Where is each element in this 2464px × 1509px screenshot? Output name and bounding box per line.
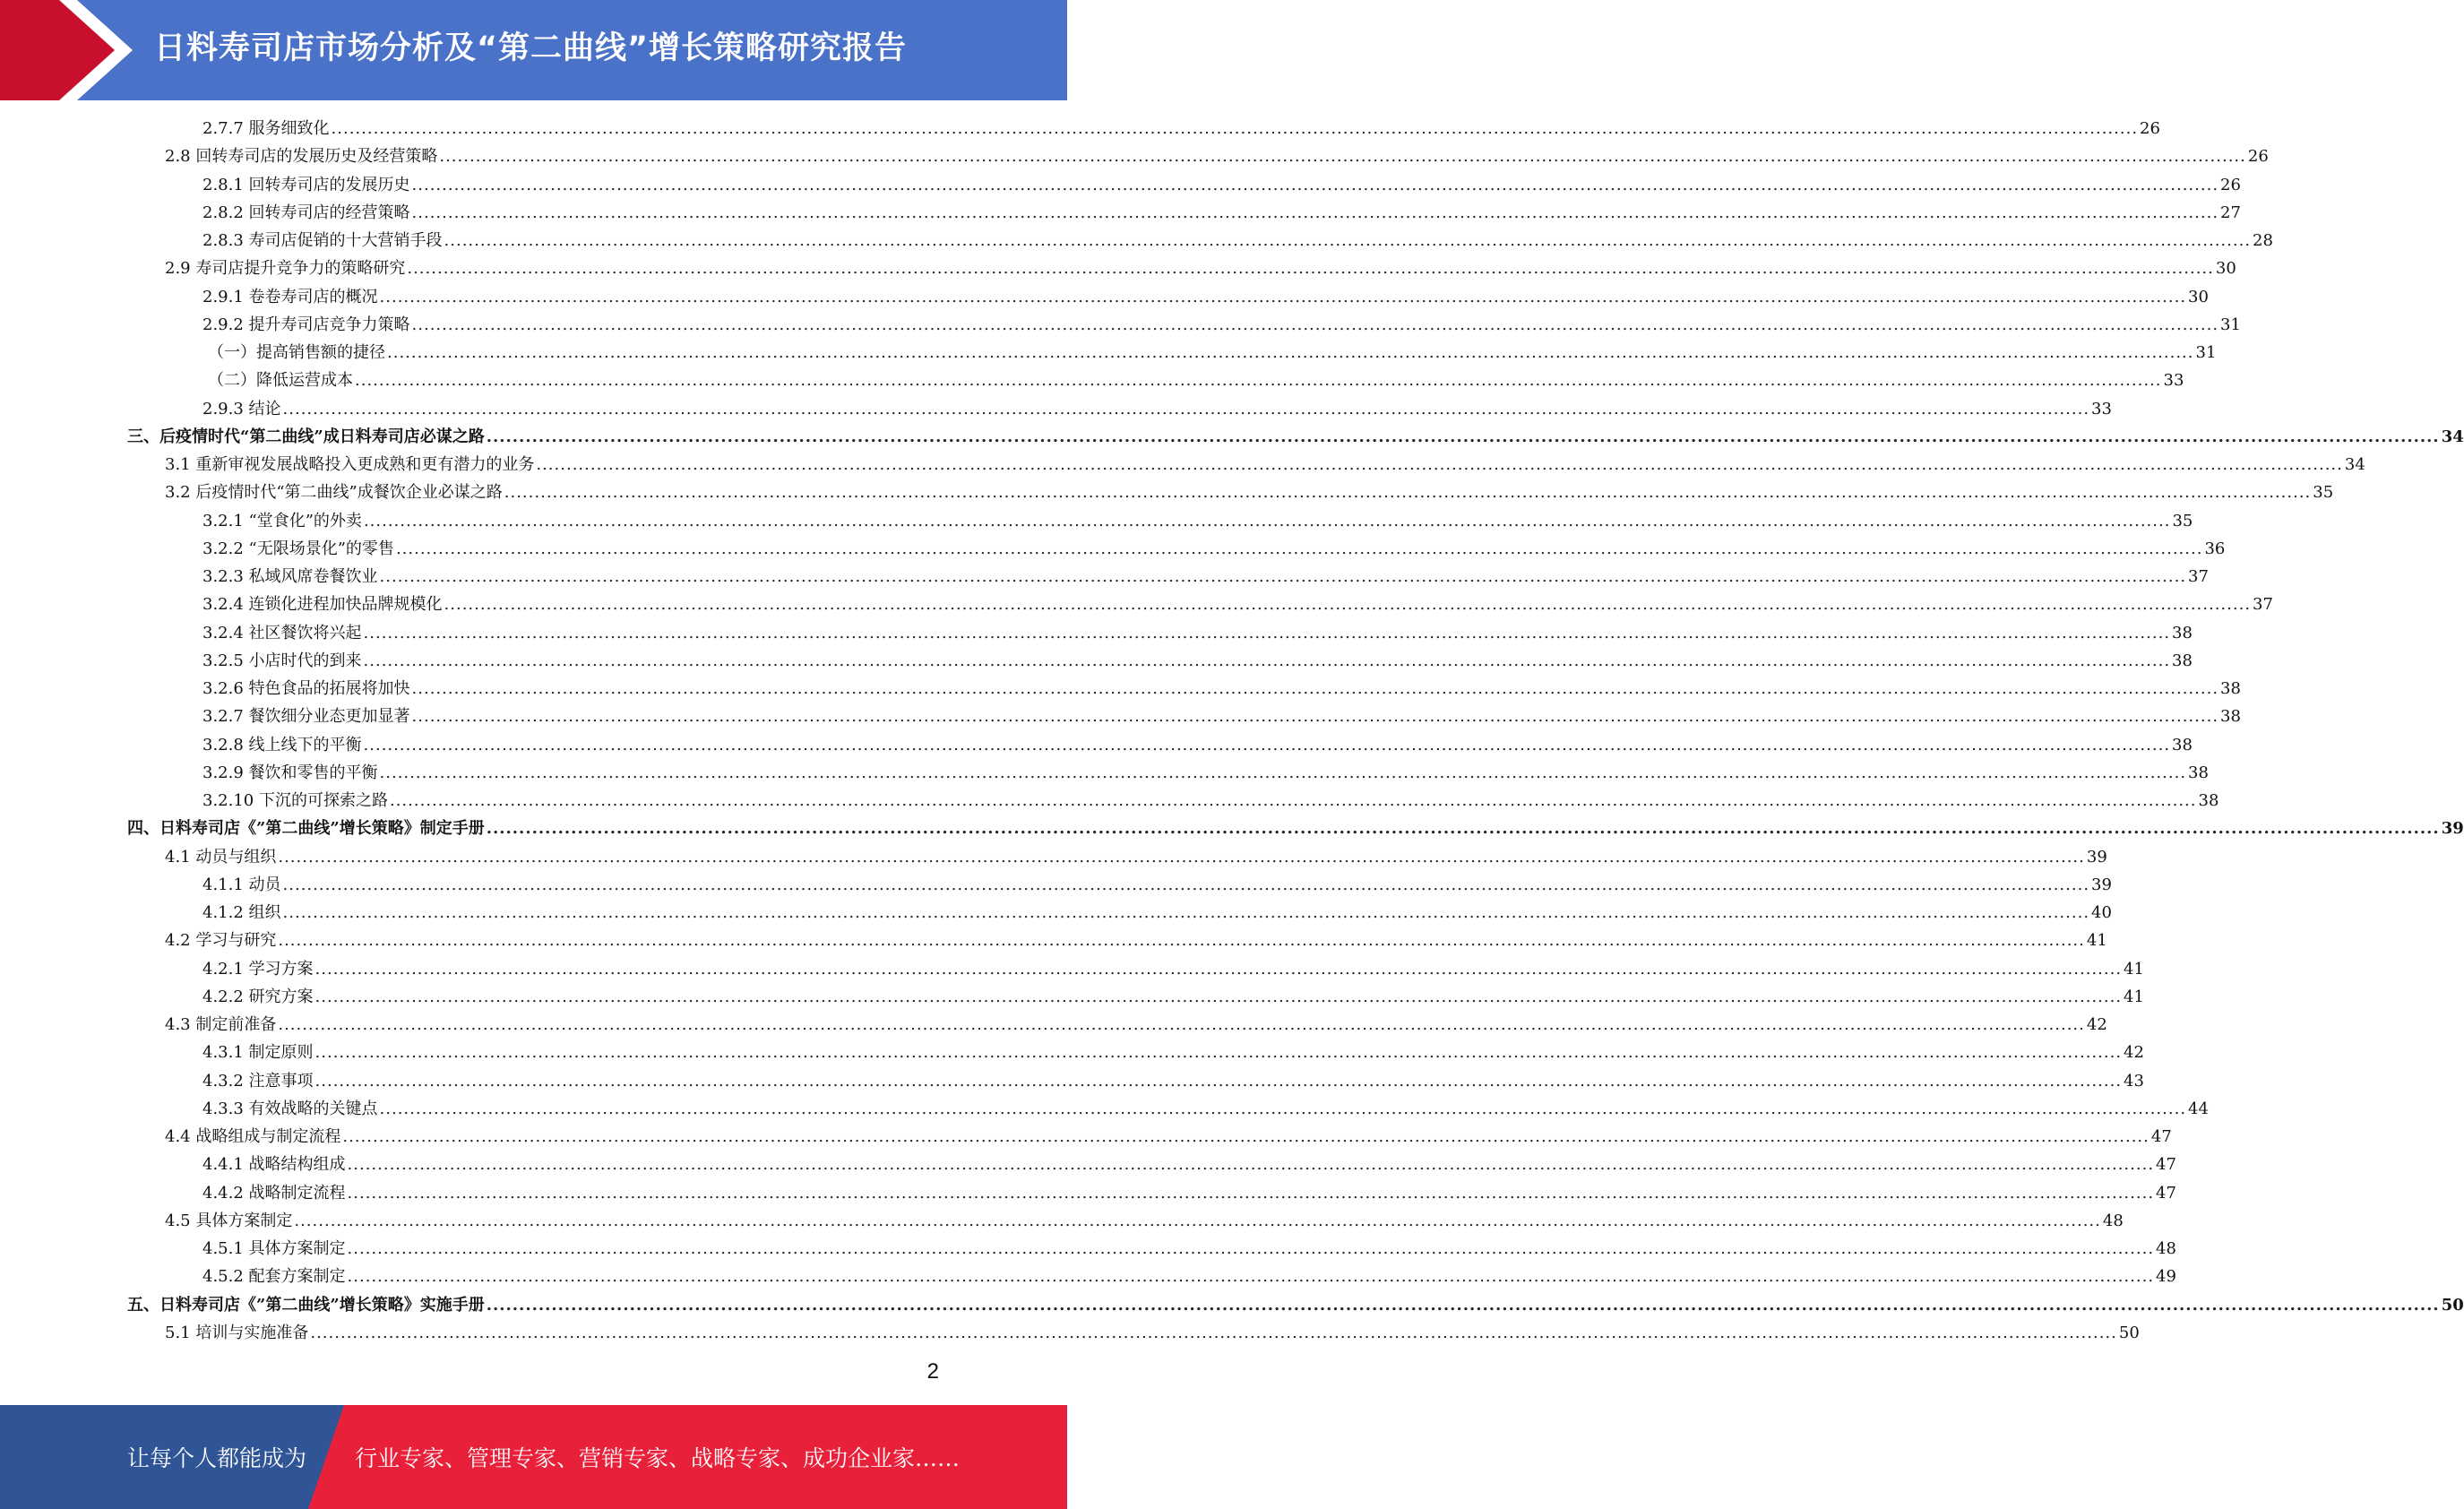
toc-entry-title: 2.9.3 结论 bbox=[202, 400, 281, 418]
toc-entry-title: 4.3.3 有效战略的关键点 bbox=[202, 1099, 378, 1118]
toc-entry-page: 38 bbox=[2198, 791, 2219, 810]
report-title: 日料寿司店市场分析及“第二曲线”增长策略研究报告 bbox=[154, 30, 908, 66]
toc-entry-page: 38 bbox=[2172, 651, 2193, 670]
toc-leader-dots: ............................................................................................................................................................................................................................................................................................................ bbox=[486, 1296, 2440, 1315]
toc-entry-page: 35 bbox=[2313, 483, 2334, 502]
toc-leader-dots: ............................................................................................................................................................................................................................................................................................................ bbox=[347, 1239, 2155, 1258]
toc-entry[interactable] bbox=[127, 423, 2464, 451]
toc-leader-dots: ............................................................................................................................................................................................................................................................................................................ bbox=[294, 1212, 2101, 1230]
toc-entry-title: 4.1.1 动员 bbox=[202, 875, 281, 894]
toc-entry[interactable] bbox=[202, 1235, 2176, 1263]
toc-entry[interactable] bbox=[202, 619, 2193, 647]
toc-entry[interactable] bbox=[202, 1263, 2176, 1290]
toc-entry-title: （二）降低运营成本 bbox=[208, 371, 353, 390]
toc-leader-dots: ............................................................................................................................................................................................................................................................................................................ bbox=[355, 371, 2162, 390]
toc-entry-title: 3.2.2 “无限场景化”的零售 bbox=[202, 539, 394, 558]
toc-leader-dots: ............................................................................................................................................................................................................................................................................................................ bbox=[342, 1127, 2150, 1146]
toc-entry-title: 2.8.2 回转寿司店的经营策略 bbox=[202, 203, 410, 222]
toc-leader-dots: ............................................................................................................................................................................................................................................................................................................ bbox=[282, 400, 2090, 418]
toc-entry[interactable] bbox=[202, 731, 2193, 759]
toc-entry[interactable] bbox=[127, 815, 2464, 842]
toc-entry[interactable] bbox=[202, 899, 2112, 927]
toc-leader-dots: ............................................................................................................................................................................................................................................................................................................ bbox=[282, 903, 2090, 922]
toc-entry-page: 38 bbox=[2172, 624, 2193, 642]
toc-entry[interactable] bbox=[202, 1095, 2209, 1123]
toc-leader-dots: ............................................................................................................................................................................................................................................................................................................ bbox=[504, 483, 2312, 502]
toc-leader-dots: ............................................................................................................................................................................................................................................................................................................ bbox=[347, 1267, 2155, 1286]
toc-entry[interactable] bbox=[165, 843, 2107, 871]
toc-entry-page: 42 bbox=[2124, 1043, 2144, 1062]
toc-entry-page: 27 bbox=[2220, 203, 2241, 222]
toc-entry-title: 3.2.4 连锁化进程加快品牌规模化 bbox=[202, 595, 443, 614]
toc-entry-title: 4.2.1 学习方案 bbox=[202, 960, 314, 979]
toc-entry[interactable] bbox=[202, 703, 2241, 730]
toc-entry[interactable] bbox=[165, 927, 2107, 954]
toc-leader-dots: ............................................................................................................................................................................................................................................................................................................ bbox=[486, 819, 2440, 838]
toc-entry-title: 4.2 学习与研究 bbox=[165, 931, 277, 950]
toc-entry-title: 三、后疫情时代“第二曲线”成日料寿司店必谋之路 bbox=[127, 427, 485, 446]
toc-entry[interactable] bbox=[208, 339, 2217, 366]
toc-entry-title: 3.2.3 私域风席卷餐饮业 bbox=[202, 567, 378, 586]
toc-entry-page: 31 bbox=[2220, 315, 2241, 334]
toc-entry-title: 4.4 战略组成与制定流程 bbox=[165, 1127, 341, 1146]
toc-entry-title: 3.2.8 线上线下的平衡 bbox=[202, 736, 362, 754]
toc-entry-title: 2.9.2 提升寿司店竞争力策略 bbox=[202, 315, 410, 334]
toc-leader-dots: ............................................................................................................................................................................................................................................................................................................ bbox=[363, 651, 2171, 670]
toc-entry-page: 33 bbox=[2163, 371, 2184, 390]
toc-leader-dots: ............................................................................................................................................................................................................................................................................................................ bbox=[331, 119, 2139, 138]
toc-entry-title: 四、日料寿司店《”第二曲线”增长策略》制定手册 bbox=[127, 819, 485, 838]
toc-entry-page: 39 bbox=[2091, 875, 2112, 894]
toc-leader-dots: ............................................................................................................................................................................................................................................................................................................ bbox=[363, 736, 2171, 754]
footer-banner bbox=[0, 1405, 1067, 1509]
toc-entry[interactable] bbox=[165, 451, 2365, 479]
toc-entry-page: 47 bbox=[2150, 1127, 2172, 1146]
toc-entry-page: 48 bbox=[2102, 1212, 2124, 1230]
toc-entry-title: 4.5.2 配套方案制定 bbox=[202, 1267, 346, 1286]
toc-leader-dots: ............................................................................................................................................................................................................................................................................................................ bbox=[278, 931, 2085, 950]
toc-leader-dots: ............................................................................................................................................................................................................................................................................................................ bbox=[282, 875, 2090, 894]
toc-leader-dots: ............................................................................................................................................................................................................................................................................................................ bbox=[379, 567, 2187, 586]
toc-entry[interactable] bbox=[202, 395, 2112, 423]
toc-entry-page: 41 bbox=[2124, 960, 2144, 979]
toc-entry[interactable] bbox=[202, 199, 2241, 227]
toc-leader-dots: ............................................................................................................................................................................................................................................................................................................ bbox=[314, 1043, 2123, 1062]
toc-entry[interactable] bbox=[202, 1039, 2144, 1066]
toc-entry[interactable] bbox=[202, 1151, 2176, 1178]
toc-entry-page: 38 bbox=[2220, 707, 2241, 726]
toc-entry-title: 3.2.5 小店时代的到来 bbox=[202, 651, 362, 670]
toc-leader-dots: ............................................................................................................................................................................................................................................................................................................ bbox=[411, 679, 2219, 698]
toc-entry[interactable] bbox=[165, 1207, 2124, 1235]
toc-entry-page: 33 bbox=[2091, 400, 2112, 418]
header-banner bbox=[0, 0, 1067, 100]
toc-entry[interactable] bbox=[202, 871, 2112, 899]
toc-entry-page: 30 bbox=[2188, 288, 2209, 306]
toc-leader-dots: ............................................................................................................................................................................................................................................................................................................ bbox=[363, 512, 2171, 530]
toc-entry-page: 50 bbox=[2441, 1296, 2464, 1315]
toc-entry-page: 39 bbox=[2086, 848, 2107, 867]
toc-entry[interactable] bbox=[202, 1179, 2176, 1207]
toc-leader-dots: ............................................................................................................................................................................................................................................................................................................ bbox=[363, 624, 2171, 642]
toc-entry-page: 39 bbox=[2441, 819, 2464, 838]
toc-entry[interactable] bbox=[165, 1319, 2140, 1347]
toc-entry-page: 48 bbox=[2156, 1239, 2176, 1258]
toc-entry-title: 4.4.1 战略结构组成 bbox=[202, 1155, 346, 1174]
toc-entry[interactable] bbox=[202, 759, 2209, 787]
footer-slogan-left: 让每个人都能成为 bbox=[127, 1445, 307, 1471]
toc-entry-title: 4.5.1 具体方案制定 bbox=[202, 1239, 346, 1258]
toc-entry[interactable] bbox=[202, 647, 2193, 675]
toc-entry-title: 2.8 回转寿司店的发展历史及经营策略 bbox=[165, 147, 438, 166]
toc-entry[interactable] bbox=[202, 675, 2241, 703]
toc-leader-dots: ............................................................................................................................................................................................................................................................................................................ bbox=[395, 539, 2203, 558]
toc-entry-title: 3.2.1 “堂食化”的外卖 bbox=[202, 512, 362, 530]
toc-entry-page: 47 bbox=[2156, 1184, 2176, 1203]
toc-entry-title: 2.7.7 服务细致化 bbox=[202, 119, 330, 138]
toc-entry-title: 5.1 培训与实施准备 bbox=[165, 1324, 309, 1342]
toc-entry-page: 30 bbox=[2215, 259, 2236, 278]
toc-entry[interactable] bbox=[202, 563, 2209, 591]
toc-entry[interactable] bbox=[202, 507, 2193, 535]
toc-entry[interactable] bbox=[202, 1067, 2144, 1095]
toc-entry-page: 26 bbox=[2140, 119, 2160, 138]
toc-leader-dots: ............................................................................................................................................................................................................................................................................................................ bbox=[379, 1099, 2187, 1118]
toc-entry[interactable] bbox=[165, 1011, 2107, 1039]
toc-entry[interactable] bbox=[202, 115, 2160, 142]
toc-leader-dots: ............................................................................................................................................................................................................................................................................................................ bbox=[387, 343, 2194, 362]
toc-leader-dots: ............................................................................................................................................................................................................................................................................................................ bbox=[444, 231, 2252, 250]
toc-entry[interactable] bbox=[202, 955, 2144, 983]
toc-entry[interactable] bbox=[165, 1123, 2172, 1151]
toc-entry-page: 38 bbox=[2188, 763, 2209, 782]
toc-entry-title: 4.2.2 研究方案 bbox=[202, 987, 314, 1006]
toc-entry-page: 37 bbox=[2188, 567, 2209, 586]
toc-entry-page: 31 bbox=[2195, 343, 2217, 362]
toc-leader-dots: ............................................................................................................................................................................................................................................................................................................ bbox=[411, 707, 2219, 726]
toc-entry[interactable] bbox=[202, 311, 2241, 339]
toc-entry[interactable] bbox=[208, 366, 2184, 394]
toc-leader-dots: ............................................................................................................................................................................................................................................................................................................ bbox=[407, 259, 2214, 278]
toc-leader-dots: ............................................................................................................................................................................................................................................................................................................ bbox=[411, 203, 2219, 222]
toc-leader-dots: ............................................................................................................................................................................................................................................................................................................ bbox=[411, 176, 2219, 194]
toc-entry-page: 28 bbox=[2253, 231, 2273, 250]
toc-leader-dots: ............................................................................................................................................................................................................................................................................................................ bbox=[536, 455, 2343, 474]
toc-entry-title: 4.1.2 组织 bbox=[202, 903, 281, 922]
toc-entry-title: 3.2.10 下沉的可探索之路 bbox=[202, 791, 388, 810]
toc-entry-page: 44 bbox=[2188, 1099, 2209, 1118]
toc-entry-title: 2.9.1 卷卷寿司店的概况 bbox=[202, 288, 378, 306]
toc-entry[interactable] bbox=[202, 283, 2209, 311]
toc-entry[interactable] bbox=[202, 227, 2273, 254]
toc-leader-dots: ............................................................................................................................................................................................................................................................................................................ bbox=[314, 960, 2123, 979]
toc-entry-title: 2.9 寿司店提升竞争力的策略研究 bbox=[165, 259, 406, 278]
toc-entry-title: 4.3.1 制定原则 bbox=[202, 1043, 314, 1062]
toc-entry[interactable] bbox=[165, 254, 2236, 282]
toc-entry-page: 42 bbox=[2086, 1015, 2107, 1034]
toc-entry-title: 3.2 后疫情时代“第二曲线”成餐饮企业必谋之路 bbox=[165, 483, 503, 502]
toc-entry-page: 35 bbox=[2172, 512, 2193, 530]
toc-entry-page: 41 bbox=[2124, 987, 2144, 1006]
toc-entry-title: 4.5 具体方案制定 bbox=[165, 1212, 293, 1230]
toc-leader-dots: ............................................................................................................................................................................................................................................................................................................ bbox=[347, 1155, 2155, 1174]
toc-entry-page: 38 bbox=[2220, 679, 2241, 698]
toc-entry-title: 4.3.2 注意事项 bbox=[202, 1072, 314, 1091]
toc-entry-page: 38 bbox=[2172, 736, 2193, 754]
toc-entry-title: 4.1 动员与组织 bbox=[165, 848, 277, 867]
toc-entry-page: 47 bbox=[2156, 1155, 2176, 1174]
toc-entry-title: 3.2.6 特色食品的拓展将加快 bbox=[202, 679, 410, 698]
toc-entry[interactable] bbox=[127, 1291, 2464, 1319]
toc-entry-page: 34 bbox=[2344, 455, 2365, 474]
footer-slogan-right: 行业专家、管理专家、营销专家、战略专家、成功企业家…… bbox=[355, 1445, 961, 1471]
toc-leader-dots: ............................................................................................................................................................................................................................................................................................................ bbox=[439, 147, 2246, 166]
toc-entry-title: 2.8.1 回转寿司店的发展历史 bbox=[202, 176, 410, 194]
toc-entry-page: 34 bbox=[2441, 427, 2464, 446]
toc-entry[interactable] bbox=[202, 983, 2144, 1011]
toc-leader-dots: ............................................................................................................................................................................................................................................................................................................ bbox=[411, 315, 2219, 334]
toc-entry-title: 3.2.9 餐饮和零售的平衡 bbox=[202, 763, 378, 782]
toc-entry-title: 4.3 制定前准备 bbox=[165, 1015, 277, 1034]
toc-entry-page: 43 bbox=[2124, 1072, 2144, 1091]
header-arrow-decoration bbox=[0, 0, 134, 100]
toc-entry[interactable] bbox=[165, 479, 2334, 506]
toc-leader-dots: ............................................................................................................................................................................................................................................................................................................ bbox=[278, 848, 2085, 867]
toc-entry-page: 50 bbox=[2118, 1324, 2140, 1342]
toc-entry-page: 37 bbox=[2253, 595, 2273, 614]
toc-entry-title: 2.8.3 寿司店促销的十大营销手段 bbox=[202, 231, 443, 250]
toc-entry[interactable] bbox=[202, 171, 2241, 199]
toc-leader-dots: ............................................................................................................................................................................................................................................................................................................ bbox=[444, 595, 2252, 614]
toc-leader-dots: ............................................................................................................................................................................................................................................................................................................ bbox=[314, 1072, 2123, 1091]
toc-entry[interactable] bbox=[202, 591, 2273, 618]
toc-entry-title: 3.2.7 餐饮细分业态更加显著 bbox=[202, 707, 410, 726]
toc-entry-page: 41 bbox=[2086, 931, 2107, 950]
toc-entry-title: （一）提高销售额的捷径 bbox=[208, 343, 385, 362]
toc-leader-dots: ............................................................................................................................................................................................................................................................................................................ bbox=[278, 1015, 2085, 1034]
toc-entry-title: 4.4.2 战略制定流程 bbox=[202, 1184, 346, 1203]
toc-entry[interactable] bbox=[202, 535, 2226, 563]
toc-leader-dots: ............................................................................................................................................................................................................................................................................................................ bbox=[379, 288, 2187, 306]
toc-entry-page: 36 bbox=[2204, 539, 2226, 558]
toc-leader-dots: ............................................................................................................................................................................................................................................................................................................ bbox=[310, 1324, 2117, 1342]
toc-entry-page: 26 bbox=[2220, 176, 2241, 194]
toc-entry[interactable] bbox=[165, 142, 2269, 170]
toc-entry[interactable] bbox=[202, 787, 2219, 815]
toc-entry-page: 49 bbox=[2156, 1267, 2176, 1286]
toc-leader-dots: ............................................................................................................................................................................................................................................................................................................ bbox=[347, 1184, 2155, 1203]
toc-entry-title: 五、日料寿司店《”第二曲线”增长策略》实施手册 bbox=[127, 1296, 485, 1315]
toc-leader-dots: ............................................................................................................................................................................................................................................................................................................ bbox=[486, 427, 2440, 446]
toc-leader-dots: ............................................................................................................................................................................................................................................................................................................ bbox=[389, 791, 2197, 810]
toc-leader-dots: ............................................................................................................................................................................................................................................................................................................ bbox=[379, 763, 2187, 782]
toc-entry-title: 3.2.4 社区餐饮将兴起 bbox=[202, 624, 362, 642]
page-number: 2 bbox=[926, 1359, 939, 1384]
toc-leader-dots: ............................................................................................................................................................................................................................................................................................................ bbox=[314, 987, 2123, 1006]
toc-entry-title: 3.1 重新审视发展战略投入更成熟和更有潜力的业务 bbox=[165, 455, 535, 474]
toc-entry-page: 26 bbox=[2247, 147, 2269, 166]
toc-entry-page: 40 bbox=[2091, 903, 2112, 922]
